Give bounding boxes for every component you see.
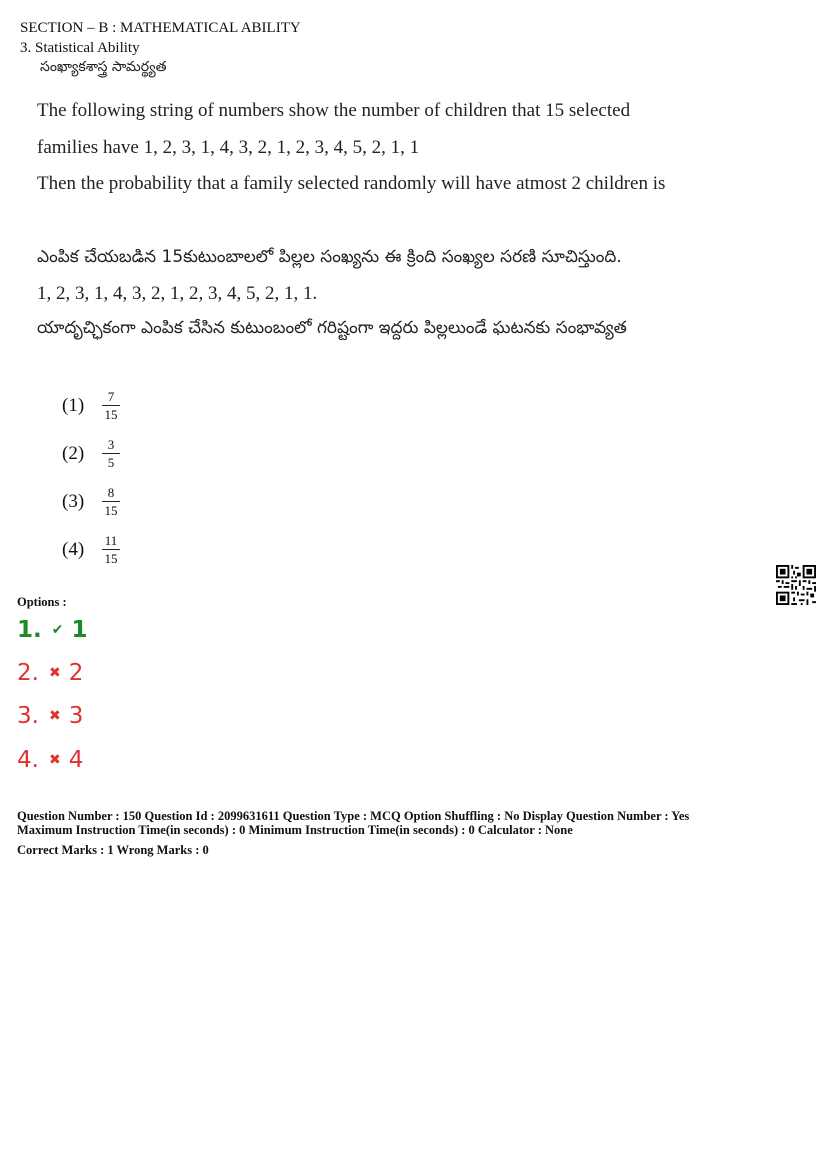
choice-label: (4) (62, 538, 85, 560)
choice-2 (62, 437, 120, 470)
choice-fraction (102, 485, 120, 518)
choice-fraction (102, 533, 120, 566)
options-label: Options : (17, 595, 67, 609)
choice-3 (62, 485, 120, 518)
fraction-denominator: 5 (107, 455, 115, 470)
fraction-numerator: 7 (107, 389, 115, 404)
option-index: 4. (17, 747, 39, 773)
subject-title-telugu: సంఖ్యాకశాస్త్ర సామర్థ్యత (40, 59, 167, 75)
question-telugu-line-3: యాదృచ్ఛికంగా ఎంపిక చేసిన కుటుంబంలో గరిష్టంగా ఇద్దరు పిల్లలుండే ఘటనకు సంభావ్యత (37, 318, 627, 338)
option-index: 1. (17, 617, 42, 643)
choice-fraction (102, 437, 120, 470)
fraction-denominator: 15 (104, 407, 118, 422)
option-index: 3. (17, 703, 39, 729)
cross-icon: ✖ (48, 752, 61, 768)
question-line-2: families have 1, 2, 3, 1, 4, 3, 2, 1, 2, 3, 4, 5, 2, 1, 1 (37, 137, 420, 158)
question-meta-line-2: Maximum Instruction Time(in seconds) : 0 Minimum Instruction Time(in seconds) : 0 Calculator : None (17, 823, 573, 837)
question-telugu-line-1: ఎంపిక చేయబడిన 15కుటుంబాలలో పిల్లల సంఖ్యను ఈ క్రింది సంఖ్యల సరణి సూచిస్తుంది. (37, 247, 622, 267)
choice-1 (62, 389, 120, 422)
subject-title: 3. Statistical Ability (20, 40, 140, 56)
question-telugu-line-2: 1, 2, 3, 1, 4, 3, 2, 1, 2, 3, 4, 5, 2, 1, 1. (37, 283, 318, 304)
question-line-1: The following string of numbers show the number of children that 15 selected (37, 100, 631, 121)
fraction-numerator: 3 (107, 437, 115, 452)
choice-label: (1) (62, 394, 85, 416)
option-3[interactable] (17, 703, 83, 729)
cross-icon: ✖ (48, 708, 61, 724)
choice-label: (3) (62, 490, 85, 512)
choice-4 (62, 533, 120, 566)
choice-fraction (102, 389, 120, 422)
option-value: 1 (71, 617, 88, 643)
option-index: 2. (17, 660, 39, 686)
section-title: SECTION – B : MATHEMATICAL ABILITY (20, 20, 301, 36)
question-meta-line-1: Question Number : 150 Question Id : 2099631611 Question Type : MCQ Option Shuffling : No Display Question Number : Yes (17, 809, 690, 823)
question-meta-line-3: Correct Marks : 1 Wrong Marks : 0 (17, 843, 209, 857)
option-2[interactable] (17, 660, 83, 686)
option-4[interactable] (17, 747, 83, 773)
option-value: 4 (68, 747, 84, 773)
option-value: 3 (68, 703, 84, 729)
fraction-denominator: 15 (104, 503, 118, 518)
cross-icon: ✖ (48, 665, 61, 681)
option-value: 2 (68, 660, 84, 686)
option-1[interactable] (17, 617, 88, 643)
choice-label: (2) (62, 442, 85, 464)
fraction-numerator: 8 (107, 485, 115, 500)
fraction-denominator: 15 (104, 551, 118, 566)
check-icon: ✔ (51, 622, 64, 638)
qr-code (776, 565, 816, 605)
fraction-numerator: 11 (104, 533, 118, 548)
question-line-3: Then the probability that a family selected randomly will have atmost 2 children is (37, 173, 666, 194)
